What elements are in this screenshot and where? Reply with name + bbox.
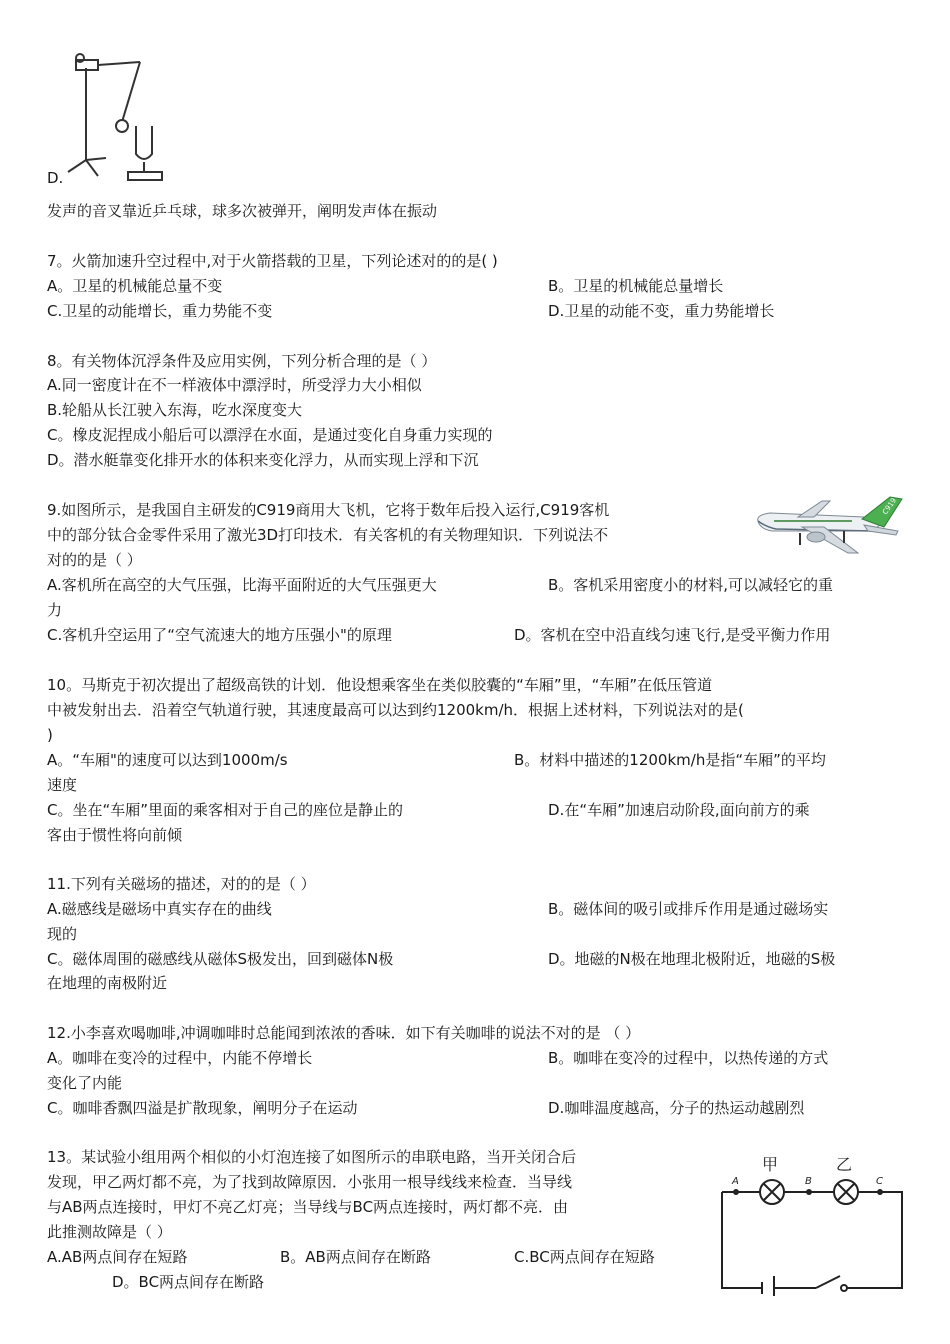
q6-option-d-label: D.	[47, 169, 64, 187]
q11-stem: 11.下列有关磁场的描述，对的的是（ ）	[47, 875, 316, 893]
q8-option-b: B.轮船从长江驶入东海，吃水深度变大	[47, 401, 303, 419]
q10-option-b: B。材料中描述的1200km/h是指“车厢”的平均	[514, 751, 826, 769]
q7-option-a: A。卫星的机械能总量不变	[47, 277, 223, 295]
lamp-yi-symbol	[834, 1180, 858, 1204]
q13-option-d: D。BC两点间存在断路	[112, 1273, 265, 1291]
q7-option-c: C.卫星的动能增长，重力势能不变	[47, 302, 273, 320]
q7-option-b: B。卫星的机械能总量增长	[548, 277, 724, 295]
series-circuit-diagram	[718, 1150, 908, 1296]
q11-option-a: A.磁感线是磁场中真实存在的曲线	[47, 900, 272, 918]
q9-option-d: D。客机在空中沿直线匀速飞行,是受平衡力作用	[514, 626, 831, 644]
q13-option-c: C.BC两点间存在短路	[514, 1248, 655, 1266]
q13-option-b: B。AB两点间存在断路	[280, 1248, 431, 1266]
q13-stem-line-3: 与AB两点连接时，甲灯不亮乙灯亮；当导线与BC两点连接时，两灯都不亮．由	[47, 1198, 569, 1216]
q10-option-d-continued: 客由于惯性将向前倾	[47, 826, 183, 844]
q11-option-d-continued: 在地理的南极附近	[47, 974, 168, 992]
q12-option-b-continued: 变化了内能	[47, 1074, 123, 1092]
q13-option-a: A.AB两点间存在短路	[47, 1248, 188, 1266]
point-c-label: C	[876, 1176, 883, 1187]
q8-stem: 8。有关物体沉浮条件及应用实例，下列分析合理的是（ ）	[47, 352, 437, 370]
q13-stem-line-2: 发现，甲乙两灯都不亮，为了找到故障原因．小张用一根导线线来检查．当导线	[47, 1173, 573, 1191]
point-b-label: B	[805, 1176, 812, 1187]
point-a-label: A	[732, 1176, 739, 1187]
q10-option-c: C。坐在“车厢”里面的乘客相对于自己的座位是静止的	[47, 801, 404, 819]
lamp-yi-label: 乙	[836, 1155, 853, 1174]
c919-airplane-image	[752, 493, 907, 563]
q10-option-d: D.在“车厢”加速启动阶段,面向前方的乘	[548, 801, 810, 819]
q9-stem-line-1: 9.如图所示，是我国自主研发的C919商用大飞机，它将于数年后投入运行,C919客机	[47, 501, 610, 519]
q11-option-b-continued: 现的	[47, 925, 78, 943]
q12-option-c: C。咖啡香飘四溢是扩散现象，阐明分子在运动	[47, 1099, 358, 1117]
q6-option-d-description: 发声的音叉靠近乒乓球，球多次被弹开，阐明发声体在振动	[47, 202, 438, 220]
q10-stem-line-1: 10。马斯克于初次提出了超级高铁的计划．他设想乘客坐在类似胶囊的“车厢”里，“车厢”在低压管道	[47, 676, 713, 694]
q8-option-d: D。潜水艇靠变化排开水的体积来变化浮力，从而实现上浮和下沉	[47, 451, 479, 469]
q9-option-b: B。客机采用密度小的材料,可以减轻它的重	[548, 576, 834, 594]
q7-option-d: D.卫星的动能不变，重力势能增长	[548, 302, 775, 320]
q12-option-a: A。咖啡在变冷的过程中，内能不停增长	[47, 1049, 313, 1067]
plane-tail-text: C919	[881, 496, 899, 517]
q9-option-a: A.客机所在高空的大气压强，比海平面附近的大气压强更大	[47, 576, 437, 594]
tuning-fork-figure	[62, 48, 172, 183]
q7-stem: 7。火箭加速升空过程中,对于火箭搭载的卫星，下列论述对的的是( )	[47, 252, 498, 270]
q10-option-b-continued: 速度	[47, 776, 78, 794]
q11-option-b: B。磁体间的吸引或排斥作用是通过磁场实	[548, 900, 829, 918]
q8-option-c: C。橡皮泥捏成小船后可以漂浮在水面，是通过变化自身重力实现的	[47, 426, 493, 444]
lamp-jia-symbol	[760, 1180, 784, 1204]
q9-stem-line-3: 对的的是（ ）	[47, 551, 142, 569]
q9-option-b-continued: 力	[47, 601, 63, 619]
q13-stem-line-1: 13。某试验小组用两个相似的小灯泡连接了如图所示的串联电路，当开关闭合后	[47, 1148, 577, 1166]
lamp-jia-label: 甲	[762, 1155, 779, 1174]
q11-option-c: C。磁体周围的磁感线从磁体S极发出，回到磁体N极	[47, 950, 394, 968]
q10-stem-line-2: 中被发射出去．沿着空气轨道行驶，其速度最高可以达到约1200km/h．根据上述材料，下列说法对的是(	[47, 701, 744, 719]
q13-stem-line-4: 此推测故障是（ ）	[47, 1223, 172, 1241]
q10-stem-line-3: )	[47, 726, 53, 744]
q8-option-a: A.同一密度计在不一样液体中漂浮时，所受浮力大小相似	[47, 376, 422, 394]
q9-option-c: C.客机升空运用了“空气流速大的地方压强小"的原理	[47, 626, 392, 644]
q9-stem-line-2: 中的部分钛合金零件采用了激光3D打印技术．有关客机的有关物理知识．下列说法不	[47, 526, 609, 544]
q11-option-d: D。地磁的N极在地理北极附近，地磁的S极	[548, 950, 836, 968]
q12-option-d: D.咖啡温度越高，分子的热运动越剧烈	[548, 1099, 805, 1117]
q12-stem: 12.小李喜欢喝咖啡,冲调咖啡时总能闻到浓浓的香味．如下有关咖啡的说法不对的是 （ ）	[47, 1024, 641, 1042]
q10-option-a: A。“车厢"的速度可以达到1000m/s	[47, 751, 288, 769]
q12-option-b: B。咖啡在变冷的过程中，以热传递的方式	[548, 1049, 829, 1067]
